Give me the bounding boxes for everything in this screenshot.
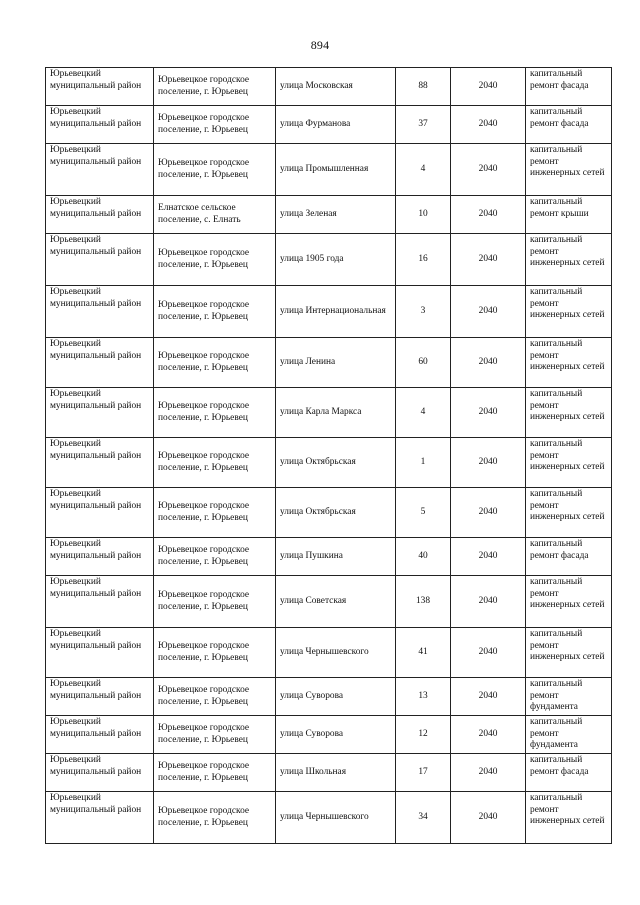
district-cell: Юрьевецкий муниципальный район	[46, 716, 154, 754]
street-cell: улица Ленина	[276, 338, 396, 388]
settlement-cell: Юрьевецкое городское поселение, г. Юрьевец	[154, 68, 276, 106]
house-number-cell: 41	[396, 628, 451, 678]
work-type-cell: капитальный ремонт инженерных сетей	[526, 234, 612, 286]
settlement-cell: Юрьевецкое городское поселение, г. Юрьевец	[154, 628, 276, 678]
work-type-cell: капитальный ремонт инженерных сетей	[526, 438, 612, 488]
work-type-cell: капитальный ремонт фасада	[526, 754, 612, 792]
table-row	[46, 538, 612, 576]
year-cell: 2040	[451, 196, 526, 234]
district-cell: Юрьевецкий муниципальный район	[46, 196, 154, 234]
table-row	[46, 754, 612, 792]
house-number-cell: 138	[396, 576, 451, 628]
house-number-cell: 4	[396, 144, 451, 196]
district-cell: Юрьевецкий муниципальный район	[46, 106, 154, 144]
repair-schedule-table	[45, 67, 612, 844]
settlement-cell: Юрьевецкое городское поселение, г. Юрьевец	[154, 338, 276, 388]
year-cell: 2040	[451, 716, 526, 754]
settlement-cell: Юрьевецкое городское поселение, г. Юрьевец	[154, 488, 276, 538]
table-row	[46, 716, 612, 754]
district-cell: Юрьевецкий муниципальный район	[46, 488, 154, 538]
work-type-cell: капитальный ремонт инженерных сетей	[526, 576, 612, 628]
district-cell: Юрьевецкий муниципальный район	[46, 438, 154, 488]
year-cell: 2040	[451, 338, 526, 388]
work-type-cell: капитальный ремонт инженерных сетей	[526, 488, 612, 538]
district-cell: Юрьевецкий муниципальный район	[46, 792, 154, 844]
year-cell: 2040	[451, 576, 526, 628]
settlement-cell: Елнатское сельское поселение, с. Елнать	[154, 196, 276, 234]
street-cell: улица Чернышевского	[276, 792, 396, 844]
year-cell: 2040	[451, 286, 526, 338]
work-type-cell: капитальный ремонт фундамента	[526, 716, 612, 754]
house-number-cell: 40	[396, 538, 451, 576]
table-body	[46, 68, 612, 844]
table-row	[46, 106, 612, 144]
settlement-cell: Юрьевецкое городское поселение, г. Юрьевец	[154, 286, 276, 338]
settlement-cell: Юрьевецкое городское поселение, г. Юрьевец	[154, 106, 276, 144]
district-cell: Юрьевецкий муниципальный район	[46, 576, 154, 628]
year-cell: 2040	[451, 488, 526, 538]
house-number-cell: 60	[396, 338, 451, 388]
district-cell: Юрьевецкий муниципальный район	[46, 68, 154, 106]
table-row	[46, 68, 612, 106]
table-row	[46, 286, 612, 338]
table-row	[46, 576, 612, 628]
house-number-cell: 1	[396, 438, 451, 488]
settlement-cell: Юрьевецкое городское поселение, г. Юрьевец	[154, 792, 276, 844]
house-number-cell: 12	[396, 716, 451, 754]
year-cell: 2040	[451, 792, 526, 844]
house-number-cell: 16	[396, 234, 451, 286]
street-cell: улица Пушкина	[276, 538, 396, 576]
settlement-cell: Юрьевецкое городское поселение, г. Юрьевец	[154, 234, 276, 286]
year-cell: 2040	[451, 106, 526, 144]
work-type-cell: капитальный ремонт инженерных сетей	[526, 286, 612, 338]
district-cell: Юрьевецкий муниципальный район	[46, 388, 154, 438]
table-row	[46, 234, 612, 286]
year-cell: 2040	[451, 68, 526, 106]
house-number-cell: 5	[396, 488, 451, 538]
district-cell: Юрьевецкий муниципальный район	[46, 144, 154, 196]
work-type-cell: капитальный ремонт инженерных сетей	[526, 628, 612, 678]
street-cell: улица Суворова	[276, 678, 396, 716]
work-type-cell: капитальный ремонт инженерных сетей	[526, 144, 612, 196]
street-cell: улица Интернациональная	[276, 286, 396, 338]
house-number-cell: 4	[396, 388, 451, 438]
table-row	[46, 678, 612, 716]
house-number-cell: 37	[396, 106, 451, 144]
work-type-cell: капитальный ремонт фундамента	[526, 678, 612, 716]
year-cell: 2040	[451, 754, 526, 792]
street-cell: улица Зеленая	[276, 196, 396, 234]
year-cell: 2040	[451, 234, 526, 286]
district-cell: Юрьевецкий муниципальный район	[46, 286, 154, 338]
street-cell: улица Школьная	[276, 754, 396, 792]
settlement-cell: Юрьевецкое городское поселение, г. Юрьевец	[154, 716, 276, 754]
year-cell: 2040	[451, 144, 526, 196]
work-type-cell: капитальный ремонт инженерных сетей	[526, 338, 612, 388]
work-type-cell: капитальный ремонт фасада	[526, 538, 612, 576]
street-cell: улица Суворова	[276, 716, 396, 754]
settlement-cell: Юрьевецкое городское поселение, г. Юрьевец	[154, 388, 276, 438]
year-cell: 2040	[451, 678, 526, 716]
house-number-cell: 10	[396, 196, 451, 234]
house-number-cell: 13	[396, 678, 451, 716]
work-type-cell: капитальный ремонт крыши	[526, 196, 612, 234]
district-cell: Юрьевецкий муниципальный район	[46, 628, 154, 678]
settlement-cell: Юрьевецкое городское поселение, г. Юрьевец	[154, 678, 276, 716]
work-type-cell: капитальный ремонт инженерных сетей	[526, 388, 612, 438]
street-cell: улица Октябрьская	[276, 438, 396, 488]
year-cell: 2040	[451, 628, 526, 678]
street-cell: улица Фурманова	[276, 106, 396, 144]
page-number: 894	[310, 38, 330, 52]
table-row	[46, 438, 612, 488]
house-number-cell: 88	[396, 68, 451, 106]
year-cell: 2040	[451, 538, 526, 576]
street-cell: улица Московская	[276, 68, 396, 106]
house-number-cell: 34	[396, 792, 451, 844]
work-type-cell: капитальный ремонт фасада	[526, 68, 612, 106]
house-number-cell: 3	[396, 286, 451, 338]
street-cell: улица Промышленная	[276, 144, 396, 196]
table-row	[46, 338, 612, 388]
district-cell: Юрьевецкий муниципальный район	[46, 338, 154, 388]
settlement-cell: Юрьевецкое городское поселение, г. Юрьевец	[154, 538, 276, 576]
table-row	[46, 488, 612, 538]
street-cell: улица Чернышевского	[276, 628, 396, 678]
district-cell: Юрьевецкий муниципальный район	[46, 678, 154, 716]
district-cell: Юрьевецкий муниципальный район	[46, 538, 154, 576]
district-cell: Юрьевецкий муниципальный район	[46, 754, 154, 792]
settlement-cell: Юрьевецкое городское поселение, г. Юрьевец	[154, 754, 276, 792]
table-row	[46, 792, 612, 844]
table-row	[46, 196, 612, 234]
table-row	[46, 388, 612, 438]
street-cell: улица 1905 года	[276, 234, 396, 286]
table-row	[46, 628, 612, 678]
settlement-cell: Юрьевецкое городское поселение, г. Юрьевец	[154, 576, 276, 628]
street-cell: улица Октябрьская	[276, 488, 396, 538]
district-cell: Юрьевецкий муниципальный район	[46, 234, 154, 286]
year-cell: 2040	[451, 438, 526, 488]
year-cell: 2040	[451, 388, 526, 438]
settlement-cell: Юрьевецкое городское поселение, г. Юрьевец	[154, 144, 276, 196]
settlement-cell: Юрьевецкое городское поселение, г. Юрьевец	[154, 438, 276, 488]
street-cell: улица Советская	[276, 576, 396, 628]
house-number-cell: 17	[396, 754, 451, 792]
work-type-cell: капитальный ремонт фасада	[526, 106, 612, 144]
work-type-cell: капитальный ремонт инженерных сетей	[526, 792, 612, 844]
table-row	[46, 144, 612, 196]
street-cell: улица Карла Маркса	[276, 388, 396, 438]
